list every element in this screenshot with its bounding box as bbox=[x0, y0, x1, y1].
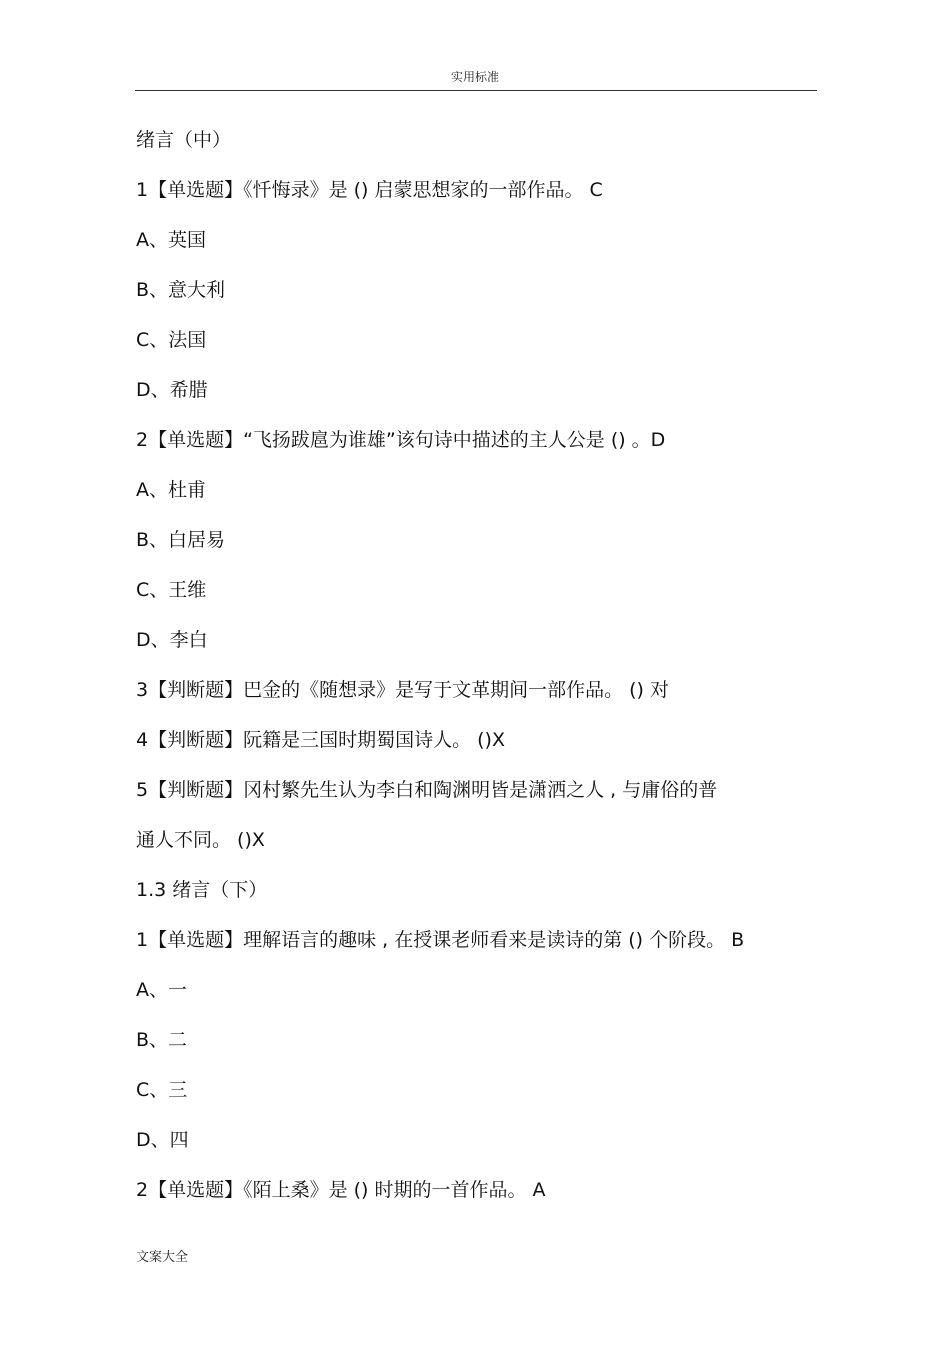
answer-option: A、英国 bbox=[136, 229, 206, 251]
question-text: 4【判断题】阮籍是三国时期蜀国诗人。 ()X bbox=[136, 729, 505, 751]
header-divider bbox=[135, 90, 817, 91]
answer-option: D、李白 bbox=[136, 629, 208, 651]
question-text: 5【判断题】冈村繁先生认为李白和陶渊明皆是潇洒之人 , 与庸俗的普 bbox=[136, 779, 718, 801]
section-heading: 1.3 绪言（下） bbox=[136, 879, 268, 901]
answer-option: A、一 bbox=[136, 979, 187, 1001]
document-body bbox=[136, 122, 826, 1222]
answer-option: B、二 bbox=[136, 1029, 188, 1051]
answer-option: B、意大利 bbox=[136, 279, 226, 301]
page-footer-text: 文案大全 bbox=[136, 1250, 189, 1265]
question-text: 2【单选题】《陌上桑》是 () 时期的一首作品。 A bbox=[136, 1179, 546, 1201]
question-text: 1【单选题】《忏悔录》是 () 启蒙思想家的一部作品。 C bbox=[136, 179, 603, 201]
question-text: 1【单选题】理解语言的趣味 , 在授课老师看来是读诗的第 () 个阶段。 B bbox=[136, 929, 745, 951]
answer-option: C、法国 bbox=[136, 329, 207, 351]
answer-option: C、三 bbox=[136, 1079, 188, 1101]
section-heading: 绪言（中） bbox=[136, 129, 232, 151]
answer-option: A、杜甫 bbox=[136, 479, 206, 501]
question-text: 2【单选题】“飞扬跋扈为谁雄”该句诗中描述的主人公是 () 。D bbox=[136, 429, 666, 451]
answer-option: C、王维 bbox=[136, 579, 207, 601]
page-header-text: 实用标准 bbox=[450, 70, 499, 84]
question-text-continuation: 通人不同。 ()X bbox=[136, 829, 265, 851]
answer-option: B、白居易 bbox=[136, 529, 226, 551]
question-text: 3【判断题】巴金的《随想录》是写于文革期间一部作品。 () 对 bbox=[136, 679, 669, 701]
answer-option: D、四 bbox=[136, 1129, 189, 1151]
answer-option: D、希腊 bbox=[136, 379, 208, 401]
